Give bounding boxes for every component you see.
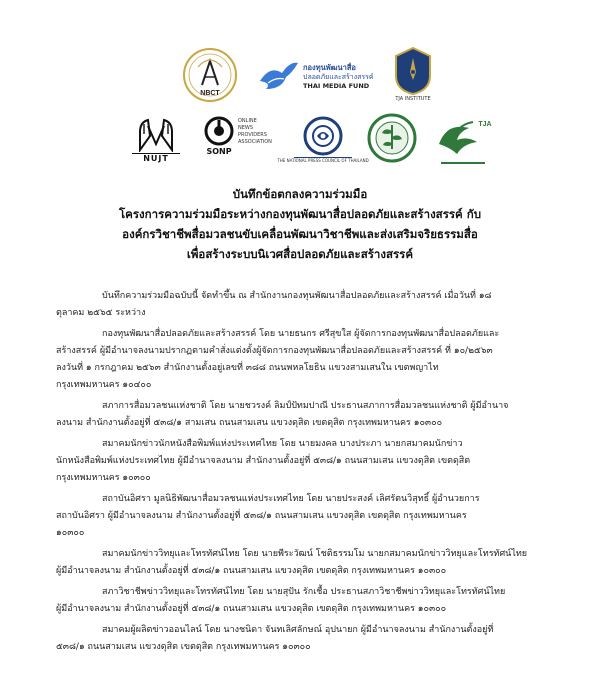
text-line: กองทุนพัฒนาสื่อปลอดภัยและสร้างสรรค์ โดย นายธนกร ศรีสุขใส ผู้จัดการกองทุนพัฒนาสื่อปลอดภัยและ [102,329,500,339]
text-line: สมาคมนักข่าววิทยุและโทรทัศน์ไทย โดย นายพีระวัฒน์ โชติธรรมโม นายกสมาคมนักข่าววิทยุและโทรทัศน์ไทย [102,549,528,559]
sonp-side-1: ONLINE [238,118,257,124]
npct-logo [277,112,369,166]
text-line: ๑๐๓๐๐ [56,528,85,538]
document-title [60,184,540,264]
tja-institute-caption: TJA INSTITUTE [395,96,431,102]
nbct-logo [180,45,240,105]
thai-media-fund-logo [256,52,376,102]
njt-caption: NUJT [143,154,169,163]
text-line: บันทึกความร่วมมือฉบับนี้ จัดทำขึ้น ณ สำนักงานกองทุนพัฒนาสื่อปลอดภัยและสร้างสรรค์ เมื่อวันที่ ๑๘ [102,291,492,301]
paragraph-press-council [56,398,536,432]
npct-caption: THE NATIONAL PRESS COUNCIL OF THAILAND [277,157,369,163]
text-line: กรุงเทพมหานคร ๑๐๓๐๐ [56,473,151,483]
paragraph-isra-institute [56,491,536,542]
title-line-4: เพื่อสร้างระบบนิเวศสื่อปลอดภัยและสร้างสรรค์ [186,247,414,261]
text-line: สภาวิชาชีพข่าววิทยุและโทรทัศน์ไทย โดย นายสุปัน รักเชื้อ ประธานสภาวิชาชีพข่าววิทยุและโทรทัศน์ไทย [102,587,506,597]
title-line-2: โครงการความร่วมมือระหว่างกองทุนพัฒนาสื่อปลอดภัยและสร้างสรรค์ กับ [118,207,482,221]
paragraph-media-fund [56,326,536,394]
thai-media-fund-name-en: THAI MEDIA FUND [303,82,370,90]
text-line: นักหนังสือพิมพ์แห่งประเทศไทย ผู้มีอำนาจลงนาม สำนักงานตั้งอยู่ที่ ๕๓๘/๑ ถนนสามเสน แขวงดุสิต เขตดุสิต [56,456,471,466]
text-line: กรุงเทพมหานคร ๑๐๔๐๐ [56,380,152,390]
paragraph-journalists-association [56,436,536,487]
document-body [56,288,536,660]
paragraph-broadcast-council [56,584,536,618]
paragraph-intro [56,288,536,322]
thai-media-fund-name-th-1: กองทุนพัฒนาสื่อ [303,63,356,72]
title-line-3: องค์กรวิชาชีพสื่อมวลชนขับเคลื่อนพัฒนาวิชาชีพและส่งเสริมจริยธรรมสื่อ [122,227,478,241]
tja-institute-logo [388,42,438,106]
text-line: ตุลาคม ๒๕๖๕ ระหว่าง [56,308,146,318]
njt-logo [128,114,184,166]
title-line-1: บันทึกข้อตกลงความร่วมมือ [232,187,368,201]
sonp-side-3: PROVIDERS [238,132,267,138]
text-line: สภาการสื่อมวลชนแห่งชาติ โดย นายชวรงค์ ลิมป์ปัทมปาณี ประธานสภาการสื่อมวลชนแห่งชาติ ผู้มีอำนาจ [102,401,509,411]
journalism-foundation-logo [366,112,418,164]
text-line: ลงนาม สำนักงานตั้งอยู่ที่ ๕๓๘/๑ สามเสน ถนนสามเสน แขวงดุสิต เขตดุสิต กรุงเทพมหานคร ๑๐๓๐๐ [56,418,443,428]
text-line: ๕๓๘/๑ ถนนสามเสน แขวงดุสิต เขตดุสิต กรุงเทพมหานคร ๑๐๓๐๐ [56,642,311,652]
tja-logo-text: TJA [478,121,492,128]
text-line: ผู้มีอำนาจลงนาม สำนักงานตั้งอยู่ที่ ๕๓๘/๑ ถนนสามเสน แขวงดุสิต เขตดุสิต กรุงเทพมหานคร ๑๐๓๐๐ [56,604,447,614]
tja-logo [432,112,494,166]
text-line: สถาบันอิศรา มูลนิธิพัฒนาสื่อมวลชนแห่งประเทศไทย โดย นายประสงค์ เลิศรัตนวิสุทธิ์ ผู้อำนวยการ [102,494,480,504]
text-line: ผู้มีอำนาจลงนาม สำนักงานตั้งอยู่ที่ ๕๓๘/๑ ถนนสามเสน แขวงดุสิต เขตดุสิต กรุงเทพมหานคร ๑๐๓๐๐ [56,566,447,576]
text-line: สมาคมนักข่าวนักหนังสือพิมพ์แห่งประเทศไทย โดย นายมงคล บางประภา นายกสมาคมนักข่าว [102,439,463,449]
text-line: ลงวันที่ ๑ กรกฎาคม ๒๕๖๓ สำนักงานตั้งอยู่เลขที่ ๓๘๘ ถนนพหลโยธิน แขวงสามเสนใน เขตพญาไท [56,363,439,373]
sonp-side-4: ASSOCIATION [238,139,272,145]
text-line: สถาบันอิศรา ผู้มีอำนาจลงนาม สำนักงานตั้งอยู่ที่ ๕๓๘/๑ ถนนสามเสน แขวงดุสิต เขตดุสิต กรุงเทพมหานคร [56,511,467,521]
text-line: สมาคมผู้ผลิตข่าวออนไลน์ โดย นางชนิดา จันทเลิศลักษณ์ อุปนายก ผู้มีอำนาจลงนาม สำนักงานตั้งอยู่ที่ [102,625,494,635]
thai-media-fund-name-th-2: ปลอดภัยและสร้างสรรค์ [303,73,374,81]
sonp-caption: SONP [206,147,232,156]
paragraph-online-news [56,622,536,656]
sonp-logo [204,116,282,166]
nbct-logo-text: NBCT [200,90,220,97]
paragraph-broadcast-journalists [56,546,536,580]
text-line: สร้างสรรค์ ผู้มีอำนาจลงนามปรากฏตามคำสั่งแต่งตั้งผู้จัดการกองทุนพัฒนาสื่อปลอดภัยและสร้างสรรค์ ที่ ๑๐/๒๕๖๓ [56,346,493,356]
sonp-side-2: NEWS [238,125,254,131]
